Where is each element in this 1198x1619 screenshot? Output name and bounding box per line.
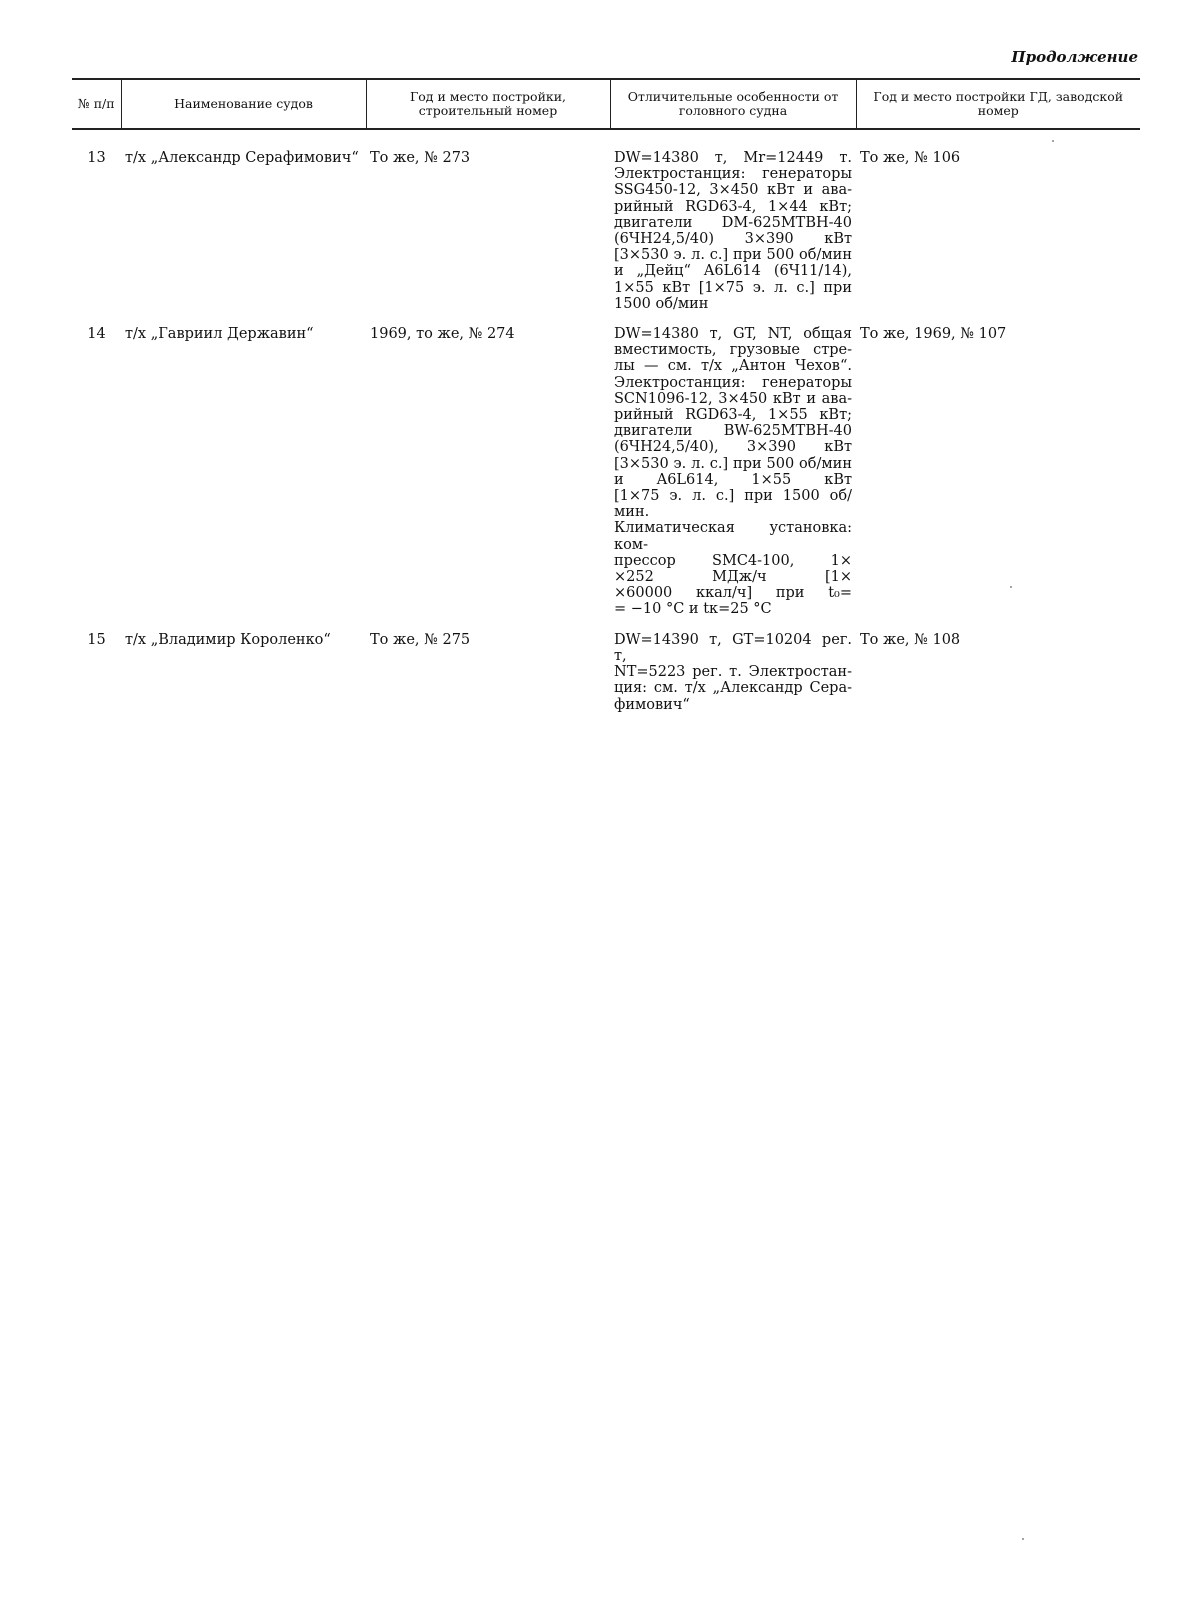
table-row: [72, 129, 1140, 312]
feature-line: Климатическая установка: ком-: [614, 520, 852, 553]
header-distinguishing-features: Отличительные особенности от головного судна: [610, 79, 856, 129]
scan-speck: [1052, 140, 1054, 142]
feature-line: (6ЧН24,5/40) 3×390 кВт: [614, 231, 852, 248]
feature-line: фимович“: [614, 696, 690, 713]
feature-line: (6ЧН24,5/40), 3×390 кВт: [614, 439, 852, 456]
feature-line: прессор SMC4-100, 1×: [614, 552, 852, 569]
feature-line: вместимость, грузовые стре-: [614, 342, 852, 359]
header-ship-name: Наименование судов: [121, 79, 366, 129]
table-header-row: [72, 79, 1140, 129]
feature-line: лы — см. т/х „Антон Чехов“.: [614, 358, 852, 375]
feature-line: ×252 МДж/ч [1×: [614, 569, 852, 586]
engine-info: То же, № 106: [860, 150, 961, 166]
feature-line: SCN1096-12, 3×450 кВт и ава-: [614, 390, 852, 407]
feature-line: 1×55 кВт [1×75 э. л. с.] при: [614, 279, 852, 296]
table-row: [72, 312, 1140, 618]
row-number: 13: [87, 150, 106, 166]
scan-speck: [1022, 1538, 1024, 1540]
header-engine-build: Год и место постройки ГД, заводской номер: [856, 79, 1140, 129]
feature-line: 1500 об/мин: [614, 295, 709, 312]
ship-name: т/х „Гавриил Державин“: [125, 326, 314, 343]
header-number: № п/п: [72, 79, 121, 129]
ship-name: т/х „Александр Серафимович“: [125, 150, 359, 166]
ship-name: т/х „Владимир Короленко“: [125, 631, 331, 648]
build-info: То же, № 275: [370, 631, 471, 648]
feature-line: = −10 °С и tк=25 °С: [614, 601, 772, 618]
build-info: То же, № 273: [370, 150, 471, 166]
feature-line: Электростанция: генераторы: [614, 166, 852, 183]
feature-line: рийный RGD63-4, 1×55 кВт;: [614, 407, 852, 424]
features-cell: [610, 129, 856, 312]
row-number: 15: [87, 631, 106, 648]
feature-line: двигатели DM-625MTBH-40: [614, 214, 852, 231]
feature-line: ция: см. т/х „Александр Сера-: [614, 680, 852, 697]
build-info: 1969, то же, № 274: [370, 326, 515, 343]
feature-line: и „Дейц“ A6L614 (6Ч11/14),: [614, 263, 852, 280]
feature-line: рийный RGD63-4, 1×44 кВт;: [614, 198, 852, 215]
feature-line: DW=14390 т, GT=10204 рег. т,: [614, 631, 852, 664]
feature-line: [1×75 э. л. с.] при 1500 об/мин.: [614, 488, 852, 521]
feature-line: DW=14380 т, Mr=12449 т.: [614, 150, 852, 166]
scan-speck: [1010, 586, 1012, 588]
feature-line: NT=5223 рег. т. Электростан-: [614, 664, 852, 681]
feature-line: [3×530 э. л. с.] при 500 об/мин: [614, 455, 852, 472]
feature-line: SSG450-12, 3×450 кВт и ава-: [614, 182, 852, 199]
feature-line: DW=14380 т, GT, NT, общая: [614, 326, 852, 343]
continuation-label: Продолжение: [1011, 48, 1138, 66]
table-row: [72, 618, 1140, 713]
feature-line: и A6L614, 1×55 кВт: [614, 471, 852, 488]
features-cell: [610, 312, 856, 618]
header-build-year-place: Год и место постройки, строительный номер: [366, 79, 610, 129]
features-cell: [610, 618, 856, 713]
feature-line: ×60000 ккал/ч] при t₀=: [614, 585, 852, 602]
engine-info: То же, № 108: [860, 631, 961, 648]
engine-info: То же, 1969, № 107: [860, 326, 1007, 343]
ships-table: [72, 78, 1140, 713]
feature-line: [3×530 э. л. с.] при 500 об/мин: [614, 247, 852, 264]
feature-line: двигатели BW-625MTBH-40: [614, 423, 852, 440]
feature-line: Электростанция: генераторы: [614, 374, 852, 391]
row-number: 14: [87, 326, 106, 343]
